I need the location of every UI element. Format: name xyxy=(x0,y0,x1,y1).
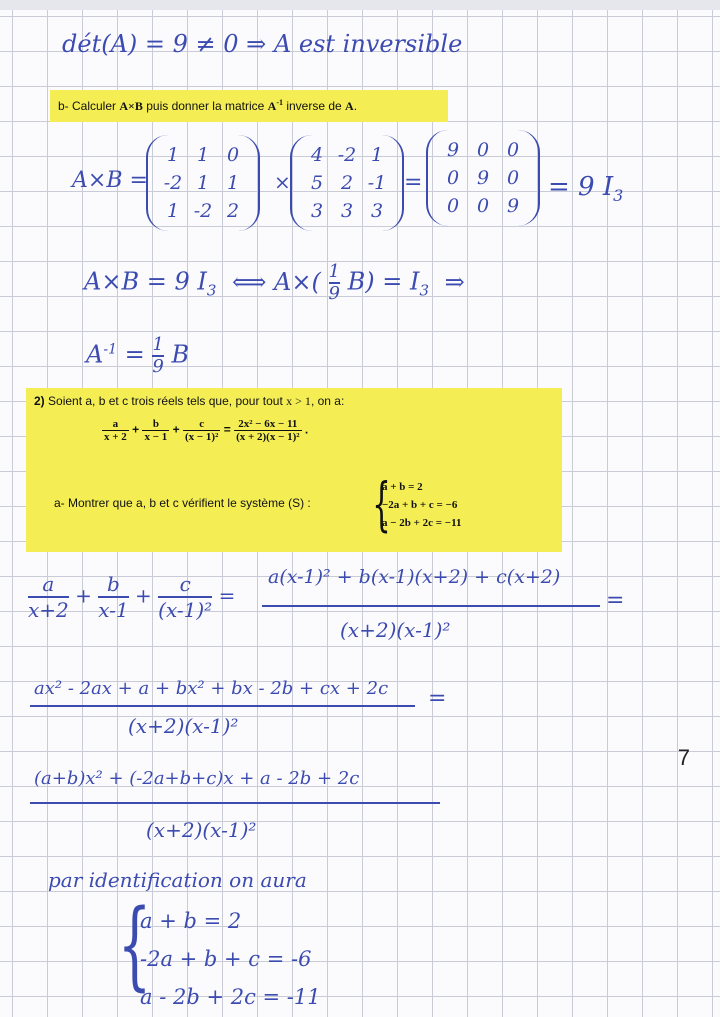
printed-system: a + b = 2 −2a + b + c = −6 a − 2b + 2c = −11 xyxy=(382,481,462,529)
handwritten-system-brace: { xyxy=(117,889,152,1001)
matrix-cell: 0 xyxy=(446,167,460,189)
matrix-cell: 0 xyxy=(506,167,520,189)
matrix-cell: 2 xyxy=(226,200,240,222)
expanded-denominator: (x+2)(x-1)² xyxy=(128,714,239,738)
axb-9i3-line: A×B = 9 $I_3$ ⟺ A×( $\frac{1}{9}$ $B) = I_3$ ⇒ xyxy=(84,261,465,304)
system-brace: { xyxy=(372,470,391,538)
matrix-cell: 9 xyxy=(506,195,520,217)
graph-paper-page xyxy=(0,10,720,1017)
identification-text: par identification on aura xyxy=(48,868,307,892)
matrix-cell: 1 xyxy=(196,144,210,166)
question-b-box xyxy=(50,90,448,122)
equals-sign: = xyxy=(404,170,423,195)
matrix-cell: 1 xyxy=(196,172,210,194)
collected-denominator: (x+2)(x-1)² xyxy=(146,818,257,842)
matrix-cell: 0 xyxy=(476,195,490,217)
big-fraction-denominator: (x+2)(x-1)² xyxy=(340,618,451,642)
q-b-rest: puis donner la matrice xyxy=(146,99,265,113)
matrix-b xyxy=(290,135,404,231)
axb-label: A×B = xyxy=(72,168,148,193)
q-b-label: b- Calculer xyxy=(58,99,117,113)
matrix-cell: 1 xyxy=(370,144,384,166)
page-number: 7 xyxy=(677,745,690,770)
q-b-dot: . xyxy=(353,99,358,113)
determinant-line: dét(A) = 9 ≠ 0 ⇒ A est inversible xyxy=(62,30,463,58)
collected-fraction-bar xyxy=(30,802,440,804)
top-status-strip xyxy=(0,0,720,10)
q-b-ainv: $A^{-1}$ xyxy=(267,98,283,113)
matrix-cell: -2 xyxy=(163,172,183,194)
handwritten-system: a + b = 2 -2a + b + c = -6 a - 2b + 2c = -11 xyxy=(140,909,321,1009)
matrix-cell: 1 xyxy=(226,172,240,194)
q-b-axb: A×B xyxy=(119,99,143,113)
q2-equation: $\frac{a}{x + 2}$ + $\frac{b}{x - 1}$ + $\frac{c}{\text{(x − 1)²}}$ = $\frac{\text{2x² − 6x − 11}}{\text{(x + 2)(x − 1)²}}$ . xyxy=(104,418,309,443)
matrix-cell: 3 xyxy=(340,200,354,222)
a-inverse-line: $A^{-1}$ = $\frac{1}{9}$ B xyxy=(86,334,190,377)
matrix-cell: 1 xyxy=(166,200,180,222)
matrix-cell: -2 xyxy=(193,200,213,222)
matrix-cell: 0 xyxy=(506,139,520,161)
matrix-cell: 3 xyxy=(310,200,324,222)
matrix-a xyxy=(146,135,260,231)
matrix-cell: 0 xyxy=(446,195,460,217)
big-fraction-bar xyxy=(262,605,600,607)
q2-statement: 2) Soient a, b et c trois réels tels que, pour tout x > 1, on a: xyxy=(34,394,345,408)
equals-sign-2: = xyxy=(606,588,625,613)
matrix-cell: 9 xyxy=(476,167,490,189)
matrix-cell: 4 xyxy=(310,144,324,166)
q2-a-statement: a- Montrer que a, b et c vérifient le système (S) : xyxy=(54,496,311,510)
q-b-a: A xyxy=(345,99,354,113)
equals-sign-3: = xyxy=(428,686,447,711)
matrix-cell: -2 xyxy=(337,144,357,166)
matrix-9i xyxy=(426,130,540,226)
matrix-cell: 0 xyxy=(226,144,240,166)
question-2-box xyxy=(26,388,562,552)
big-fraction-numerator: a(x-1)² + b(x-1)(x+2) + c(x+2) xyxy=(268,566,561,588)
expanded-numerator: ax² - 2ax + a + bx² + bx - 2b + cx + 2c xyxy=(34,678,389,699)
matrix-cell: 0 xyxy=(476,139,490,161)
times-sign: × xyxy=(274,170,291,194)
matrix-cell: 3 xyxy=(370,200,384,222)
nine-i3: = 9 $I_3$ xyxy=(548,172,624,206)
matrix-cell: 5 xyxy=(310,172,324,194)
expanded-fraction-bar xyxy=(30,705,415,707)
q-b-end: inverse de xyxy=(286,99,342,113)
matrix-cell: 2 xyxy=(340,172,354,194)
matrix-cell: -1 xyxy=(367,172,387,194)
matrix-cell: 9 xyxy=(446,139,460,161)
collected-numerator: (a+b)x² + (-2a+b+c)x + a - 2b + 2c xyxy=(34,768,360,789)
matrix-cell: 1 xyxy=(166,144,180,166)
fraction-sum: $\frac{a}{x+2}$ + $\frac{b}{x-1}$ + $\frac{c}{\text{(x-1)²}}$ = xyxy=(28,572,236,622)
